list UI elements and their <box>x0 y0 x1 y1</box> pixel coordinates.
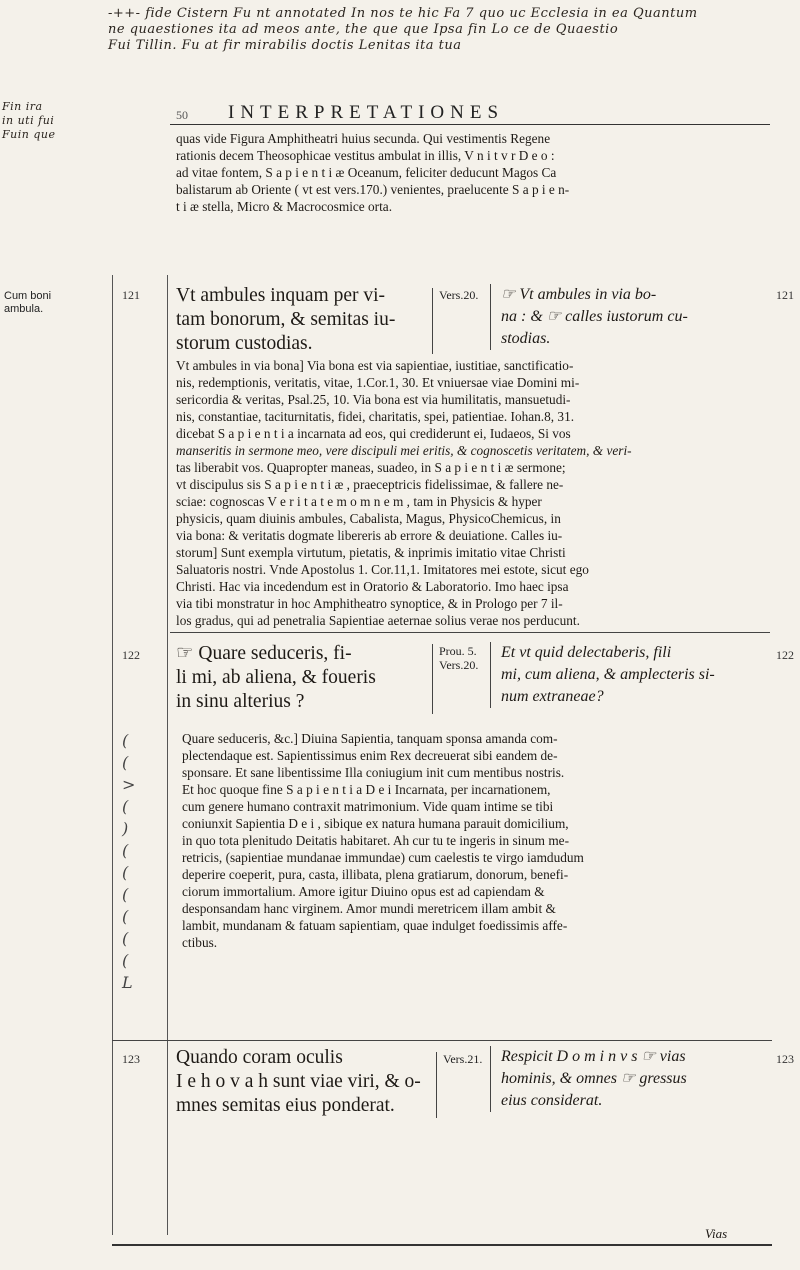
text-line: ad vitae fontem, S a p i e n t i æ Oceanum, feliciter deducunt Magos Ca <box>176 165 557 180</box>
verse-parallel-text: ☞ Vt ambules in via bo- na : & ☞ calles iustorum cu- stodias. <box>490 284 761 350</box>
text-line: balistarum ab Oriente ( vt est vers.170.) venientes, praelucente S a p i e n- <box>176 182 570 197</box>
header-rule <box>170 124 770 125</box>
commentary-block: Vt ambules in via bona] Via bona est via sapientiae, iustitiae, sanctificatio- nis, redemptionis, veritatis, vitae, 1.Cor.1, 30. Et vniuersae viae Domini mi- sericordia & veritas, Psal.25, 10. Via bona est via humilitatis, mansuetudi- nis, constantiae, taciturnitatis, fidei, charitatis, spei, patientiae. Iohan.8, 31. dicebat S a p i e n t i a incarnata ad eos, qui crediderunt ei, Iudaeos, Si vos manseritis in sermone meo, vere discipuli mei eritis, & cognoscetis veritatem, & veri- tas liberabit vos. Quapropter maneas, suadeo, in S a p i e n t i æ sermone; vt discipulus sis S a p i e n t i æ , praeceptricis fidelissimae, & fallere ne- sciae: cognoscas V e r i t a t e m o m n e m , tam in Physicis & hyper physicis, quam diuinis ambules, Cabalista, Magus, PhysicoChemicus, in via bona: & veritatis dogmate libereris ab errore & deuiatione. Calles iu- storum] Sunt exempla virtutum, pietatis, & inprimis imitatio vitae Christi Saluatoris nostri. Vnde Apostolus 1. Cor.11,1. Imitatores mei estote, sicut ego Christi. Hac via incedendum est in Oratorio & Laboratorio. Imo haec ipsa via tibi monstratur in hoc Amphitheatro synoptice, & in Prologo per 7 il- los gradus, qui ad penetralia Sapientiae aeternae solius verae nos perducunt. <box>176 358 632 628</box>
text-line: rationis decem Theosophicae vestitus ambulat in illis, V n i t v r D e o : <box>176 148 555 163</box>
margin-rule-left <box>112 275 113 1235</box>
running-head: INTERPRETATIONES <box>228 102 505 123</box>
handwritten-bracket-marks: ( ( > ( ) ( ( ( ( ( ( L <box>122 731 136 992</box>
section-rule <box>112 1040 772 1041</box>
verse-number-right: 123 <box>776 1052 794 1066</box>
handwriting-line: ne quaestiones ita ad meos ante, the que que Ipsa fin Lo ce de Quaestio <box>108 22 619 37</box>
verse-reference: Vers.20. <box>432 288 478 354</box>
verse-reference: Vers.21. <box>436 1052 482 1118</box>
verse-main-text: ☞ Quare seduceris, fi- li mi, ab aliena, & foueris in sinu alterius ? <box>176 643 376 712</box>
handwriting-line: Fuin que <box>2 128 56 141</box>
margin-note-line: ambula. <box>4 303 44 315</box>
verse-number-left: 121 <box>122 288 140 302</box>
verse-reference: Prou. 5. Vers.20. <box>432 644 478 714</box>
margin-rule-inner <box>167 275 168 1235</box>
catchword: Vias <box>705 1226 728 1241</box>
text-line: quas vide Figura Amphitheatri huius secunda. Qui vestimentis Regene <box>176 131 551 146</box>
footer-rule <box>112 1244 772 1246</box>
paragraph-continued <box>176 130 768 215</box>
verse-number-left: 122 <box>122 648 140 662</box>
handwriting-line: in uti fui <box>2 114 55 127</box>
handwritten-annotation-top <box>108 6 793 54</box>
section-rule <box>170 632 770 633</box>
verse-main-text: Quando coram oculis I e h o v a h sunt viae viri, & o- mnes semitas eius ponderat. <box>176 1047 421 1116</box>
commentary-block: Quare seduceris, &c.] Diuina Sapientia, tanquam sponsa amanda com- plectendaque est. Sapientissimus enim Rex decreuerat sibi eandem de- sponsare. Et sane libentissime Illa coniugium init cum mentibus nostris. Et hoc quoque fine S a p i e n t i a D e i Incarnata, per incarnationem, cum genere humano contraxit matrimonium. Vide quam intime se tibi coniunxit Sapientia D e i , sibique ex natura humana parauit domicilium, in quo tota plenitudo Deitatis habitaret. Ah cur tu te ingeris in sinum me- retricis, (sapientiae mundanae immundae) cum caelestis te virgo iamdudum deperire coeperit, pura, casta, illibata, plena gratiarum, donorum, benefi- ciorum immortalium. Amore igitur Diuino opus est ad capiendam & desponsandam hanc virginem. Amor mundi meretricem illam ambit & lambit, mundanam & fatuam sapientiam, quae indulget foedissimis affe- ctibus. <box>182 731 584 950</box>
text-line: t i æ stella, Micro & Macrocosmice orta. <box>176 199 393 214</box>
verse-parallel-text: Et vt quid delectaberis, fili mi, cum aliena, & amplecteris si- num extraneae? <box>490 642 761 708</box>
margin-note <box>4 290 51 316</box>
verse-parallel-text: Respicit D o m i n v s ☞ vias hominis, & omnes ☞ gressus eius considerat. <box>490 1046 761 1112</box>
margin-note-line: Cum boni <box>4 290 52 302</box>
handwriting-line: Fin ira <box>2 100 43 113</box>
handwriting-line: -++- fide Cistern Fu nt annotated In nos te hic Fa 7 quo uc Ecclesia in ea Quantum <box>108 6 698 21</box>
verse-number-right: 122 <box>776 648 794 662</box>
verse-number-left: 123 <box>122 1052 140 1066</box>
verse-main-text: Vt ambules inquam per vi- tam bonorum, & semitas iu- storum custodias. <box>176 285 396 354</box>
handwritten-annotation-left <box>2 100 102 142</box>
verse-number-right: 121 <box>776 288 794 302</box>
handwriting-line: Fui Tillin. Fu at fir mirabilis doctis Lenitas ita tua <box>108 38 462 53</box>
folio-number: 50 <box>176 108 188 122</box>
